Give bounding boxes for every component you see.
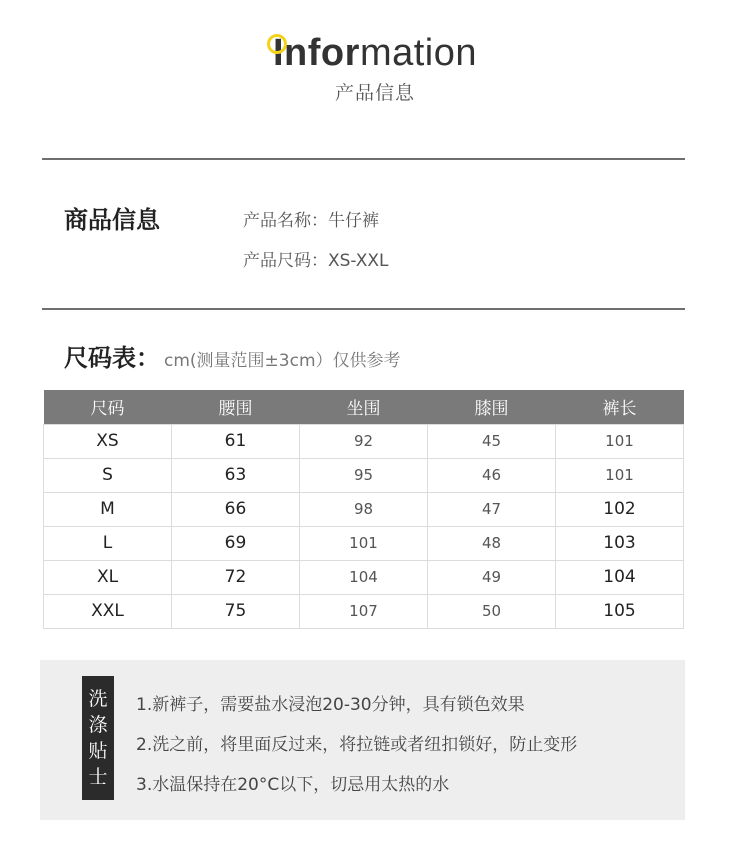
wash-label-char: 士 (88, 766, 108, 788)
cell-waist: 66 (172, 492, 300, 526)
wash-tip-1: 1.新裤子，需要盐水浸泡20-30分钟，具有锁色效果 (136, 695, 525, 715)
product-name-line: 产品名称：牛仔裤 (243, 211, 379, 231)
cell-knee: 46 (428, 458, 556, 492)
cell-length: 101 (556, 424, 684, 458)
cell-knee: 48 (428, 526, 556, 560)
cell-knee: 47 (428, 492, 556, 526)
page-subtitle: 产品信息 (334, 82, 415, 104)
cell-size: XL (44, 560, 172, 594)
cell-waist: 61 (172, 424, 300, 458)
title-light-part: mation (359, 32, 477, 74)
header-hip: 坐围 (300, 390, 428, 424)
wash-label-char: 贴 (88, 740, 108, 762)
cell-size: XXL (44, 594, 172, 628)
table-row (44, 526, 684, 560)
wash-label-char: 涤 (88, 714, 108, 736)
table-header-row (44, 390, 684, 424)
cell-length: 102 (556, 492, 684, 526)
size-table (43, 390, 684, 629)
wash-tips-panel (40, 660, 685, 820)
header-size: 尺码 (44, 390, 172, 424)
cell-knee: 45 (428, 424, 556, 458)
header (0, 30, 750, 105)
cell-length: 104 (556, 560, 684, 594)
product-size-line: 产品尺码：XS-XXL (243, 251, 389, 271)
cell-hip: 101 (300, 526, 428, 560)
size-chart-title: 尺码表： (64, 344, 160, 372)
cell-knee: 50 (428, 594, 556, 628)
header-waist: 腰围 (172, 390, 300, 424)
cell-hip: 95 (300, 458, 428, 492)
cell-size: L (44, 526, 172, 560)
size-chart-note: cm(测量范围±3cm）仅供参考 (164, 351, 401, 371)
cell-hip: 92 (300, 424, 428, 458)
wash-tip-2: 2.洗之前，将里面反过来，将拉链或者纽扣锁好，防止变形 (136, 735, 578, 755)
table-row (44, 594, 684, 628)
table-row (44, 492, 684, 526)
cell-length: 101 (556, 458, 684, 492)
cell-waist: 75 (172, 594, 300, 628)
cell-length: 105 (556, 594, 684, 628)
cell-size: M (44, 492, 172, 526)
cell-waist: 63 (172, 458, 300, 492)
title-bold-part: Infor (273, 32, 360, 74)
wash-label-char: 洗 (88, 688, 108, 710)
table-row (44, 458, 684, 492)
cell-hip: 107 (300, 594, 428, 628)
header-knee: 膝围 (428, 390, 556, 424)
cell-hip: 104 (300, 560, 428, 594)
cell-size: XS (44, 424, 172, 458)
header-length: 裤长 (556, 390, 684, 424)
size-chart-heading (64, 338, 401, 373)
cell-size: S (44, 458, 172, 492)
page-title (273, 32, 477, 74)
cell-length: 103 (556, 526, 684, 560)
cell-waist: 72 (172, 560, 300, 594)
wash-tips-label (82, 676, 114, 800)
header-title-wrap (273, 30, 477, 76)
divider-top (42, 158, 685, 160)
divider-middle (42, 308, 685, 310)
cell-waist: 69 (172, 526, 300, 560)
ring-icon (267, 34, 287, 54)
table-row (44, 560, 684, 594)
wash-tip-3: 3.水温保持在20°C以下，切忌用太热的水 (136, 775, 450, 795)
cell-hip: 98 (300, 492, 428, 526)
table-row (44, 424, 684, 458)
product-info-title: 商品信息 (64, 206, 160, 234)
cell-knee: 49 (428, 560, 556, 594)
